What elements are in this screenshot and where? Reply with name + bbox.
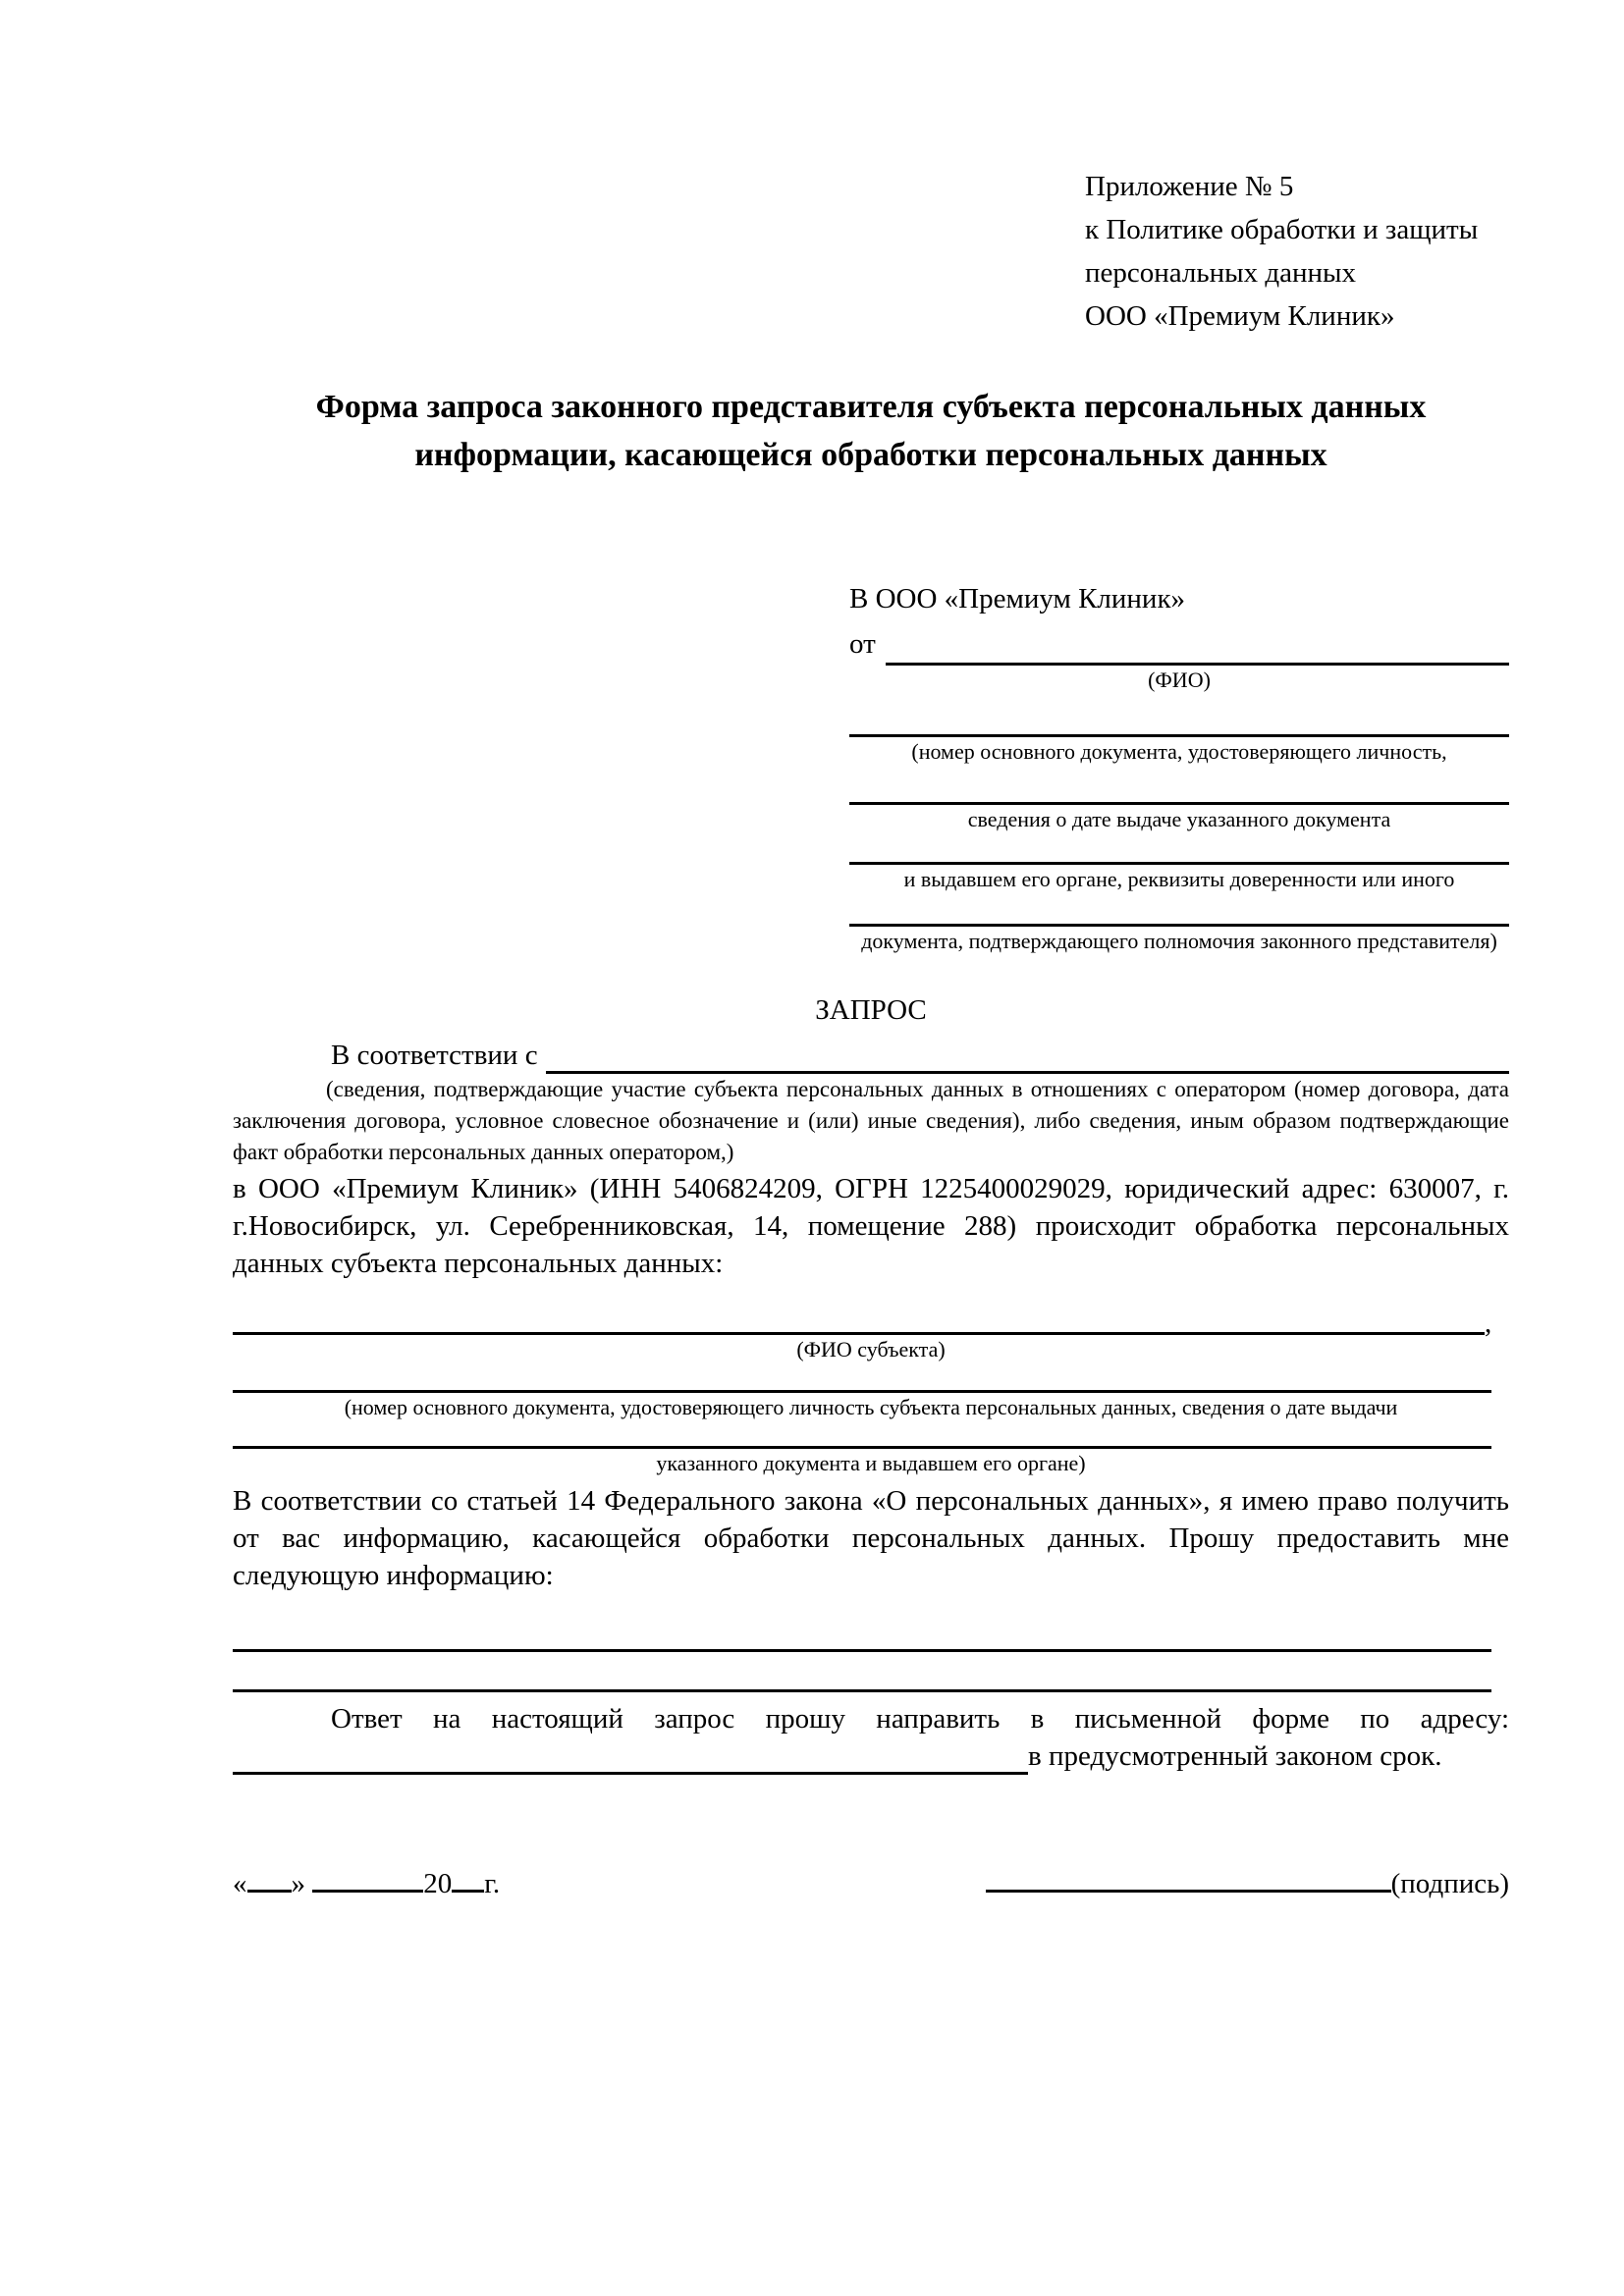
fill-row-issue-date	[849, 802, 1509, 834]
accordance-blank	[546, 1037, 1509, 1074]
date-signature-row	[233, 1865, 1509, 1902]
year-century: 20	[423, 1868, 453, 1899]
appendix-line: персональных данных	[1085, 257, 1357, 289]
fill-caption: сведения о дате выдаче указанного документа	[967, 807, 1391, 831]
operator-paragraph: в ООО «Премиум Клиник» (ИНН 5406824209, ОГРН 1225400029029, юридический адрес: 630007, г. г.Новосибирск, ул. Серебренниковская, 14, помещение 288) происходит обработка персональных данных субъекта персональных данных:	[233, 1173, 1509, 1279]
accordance-label: В соответствии с	[331, 1040, 538, 1071]
fill-caption: документа, подтверждающего полномочия законного представителя)	[861, 929, 1497, 953]
addressee-company: В ООО «Премиум Клиник»	[849, 583, 1186, 614]
appendix-line: к Политике обработки и защиты	[1085, 214, 1479, 245]
month-blank	[312, 1888, 423, 1893]
from-label: от	[849, 628, 876, 660]
answer-address-blank	[233, 1772, 1028, 1775]
subject-authority-row	[233, 1446, 1509, 1478]
signature-blank	[986, 1888, 1391, 1893]
signature-caption: (подпись)	[1390, 1868, 1509, 1899]
fill-row-authority-document	[849, 924, 1509, 956]
date-line	[233, 1865, 500, 1902]
subject-document-caption: (номер основного документа, удостоверяющего личность субъекта персональных данных, сведения о дате выдачи	[344, 1395, 1398, 1419]
fill-row-issuing-authority	[849, 862, 1509, 894]
answer-sentence: Ответ на настоящий запрос прошу направить в письменной форме по адресу:	[331, 1703, 1509, 1735]
representative-name-blank	[886, 622, 1509, 666]
open-quote: «	[233, 1868, 247, 1899]
document-title: Форма запроса законного представителя субъекта персональных данных информации, касающейся обработки персональных данных	[315, 389, 1427, 473]
fill-row-document-number	[849, 734, 1509, 767]
trailing-comma: ,	[1485, 1308, 1492, 1339]
requested-info-blank-2	[233, 1689, 1491, 1692]
fill-caption: и выдавшем его органе, реквизиты доверенности или иного	[903, 867, 1455, 891]
fill-caption: (номер основного документа, удостоверяющего личность,	[911, 739, 1447, 764]
close-quote: »	[291, 1868, 305, 1899]
fio-caption: (ФИО)	[1148, 667, 1211, 692]
accordance-caption: (сведения, подтверждающие участие субъекта персональных данных в отношениях с оператором (номер договора, дата заключения договора, условное словесное обозначение и (или) иные сведения), либо сведения, иным образом подтверждающие факт обработки персональных данных оператором,)	[233, 1077, 1509, 1164]
subject-fio-row	[233, 1308, 1509, 1339]
subject-fio-caption: (ФИО субъекта)	[796, 1337, 946, 1362]
request-heading: ЗАПРОС	[815, 994, 927, 1026]
year-suffix: г.	[484, 1868, 501, 1899]
subject-authority-caption: указанного документа и выдавшем его органе)	[656, 1451, 1086, 1475]
answer-address-row	[233, 1737, 1509, 1775]
addressee-from-row	[849, 622, 1509, 666]
addressee-block	[849, 577, 1509, 956]
year-blank	[452, 1888, 484, 1893]
law-paragraph: В соответствии со статьей 14 Федерального закона «О персональных данных», я имею право получить от вас информацию, касающейся обработки персональных данных. Прошу предоставить мне следующую информацию:	[233, 1485, 1509, 1591]
signature-line	[986, 1865, 1509, 1902]
appendix-line: ООО «Премиум Клиник»	[1085, 300, 1395, 332]
appendix-block	[1085, 165, 1509, 338]
answer-tail: в предусмотренный законом срок.	[1028, 1740, 1442, 1772]
day-blank	[247, 1888, 292, 1893]
requested-info-blank-1	[233, 1649, 1491, 1652]
accordance-row	[233, 1037, 1509, 1074]
subject-document-row	[233, 1390, 1509, 1422]
appendix-line: Приложение № 5	[1085, 171, 1294, 202]
